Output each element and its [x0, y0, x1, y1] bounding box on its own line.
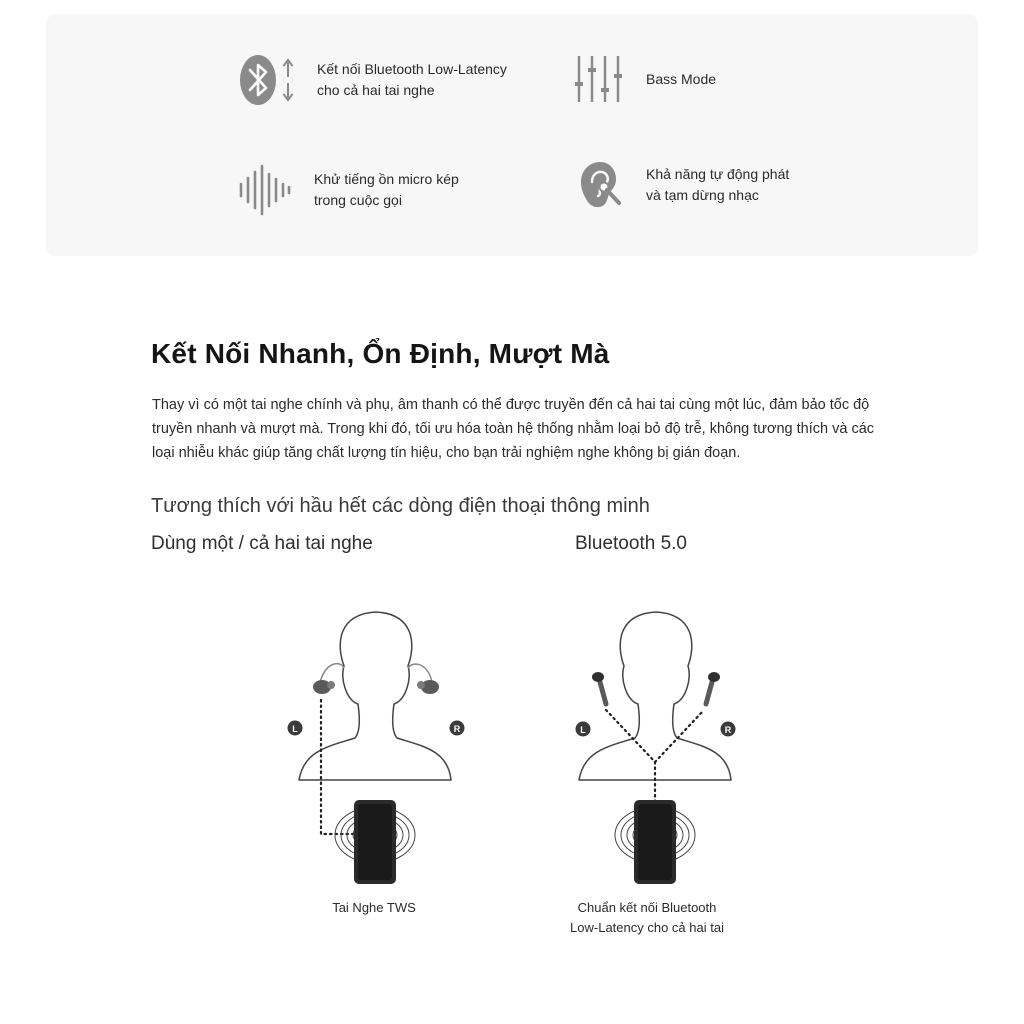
low-latency-caption: Chuẩn kết nối Bluetooth Low-Latency cho cả hai tai — [570, 900, 724, 935]
equalizer-icon — [574, 54, 624, 104]
features-panel — [46, 14, 978, 256]
feature-bluetooth-text: Kết nối Bluetooth Low-Latency cho cả hai tai nghe — [317, 61, 507, 98]
svg-text:L: L — [580, 725, 586, 735]
ear-right-badge — [721, 722, 736, 737]
ear-right-badge — [450, 721, 465, 736]
feature-noise-text: Khử tiếng ồn micro kép trong cuộc gọi — [314, 171, 459, 208]
bluetooth-icon — [239, 52, 297, 108]
svg-text:L: L — [292, 724, 298, 734]
ear-earbud-icon — [574, 160, 624, 210]
bluetooth-version-label: Bluetooth 5.0 — [575, 533, 687, 554]
tws-caption: Tai Nghe TWS — [332, 900, 416, 915]
feature-auto — [574, 160, 789, 210]
svg-text:R: R — [453, 724, 461, 734]
feature-auto-text: Khả năng tự động phát và tạm dừng nhạc — [646, 166, 790, 203]
feature-bass-text: Bass Mode — [646, 70, 717, 87]
feature-bass — [574, 54, 716, 104]
section-description: Thay vì có một tai nghe chính và phụ, âm thanh có thể được truyền đến cả hai tai cùng một lúc, đảm bảo tốc độ truyền nhanh và mượt mà. Trong khi đó, tối ưu hóa toàn hệ thống nhằm loại bỏ độ trễ, không tương thích và các loại nhiễu khác giúp tăng chất lượng tín hiệu, cho bạn trải nghiệm nghe không bị gián đoạn. — [152, 397, 875, 461]
compatibility-text: Tương thích với hầu hết các dòng điện thoại thông minh — [151, 495, 650, 517]
feature-bluetooth — [239, 52, 507, 108]
tws-connection-illustration — [280, 600, 470, 890]
section-title: Kết Nối Nhanh, Ổn Định, Mượt Mà — [151, 338, 610, 369]
feature-noise — [238, 164, 459, 216]
svg-text:R: R — [724, 725, 732, 735]
sound-wave-icon — [238, 164, 292, 216]
ear-left-badge — [288, 721, 303, 736]
ear-left-badge — [576, 722, 591, 737]
low-latency-connection-illustration — [560, 600, 750, 890]
single-both-earbuds-label: Dùng một / cả hai tai nghe — [151, 533, 373, 554]
